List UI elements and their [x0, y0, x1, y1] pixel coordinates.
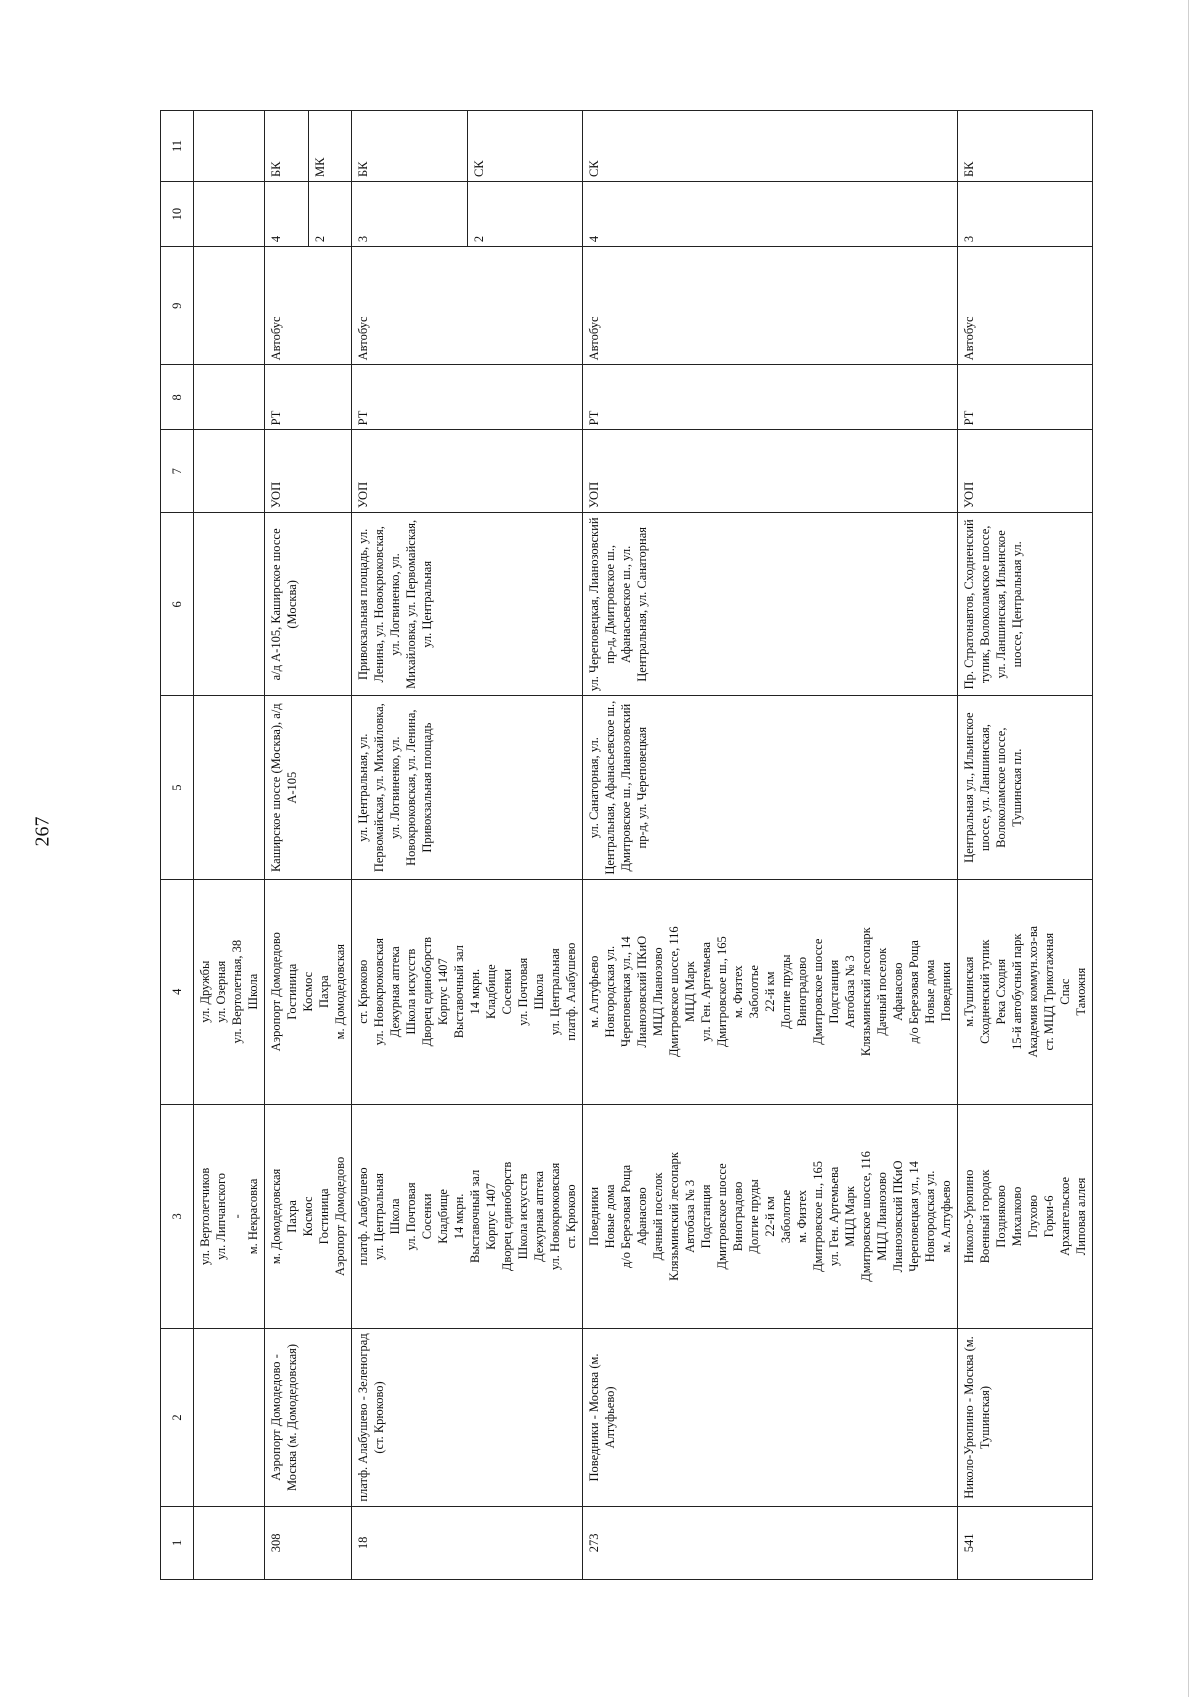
route-number: 18 — [352, 1506, 583, 1579]
streets-back: Пр. Стратонавтов, Сходненский тупик, Волоколамское шоссе, ул. Ланшинская, Ильинское шоссе, Центральная ул. — [958, 513, 1093, 696]
stop-name: Виноградово — [731, 1181, 745, 1252]
stop-name: Долгие пруды — [779, 954, 793, 1029]
stop-name: ул. Новокрюковская — [548, 1162, 562, 1271]
stop-name: Пахра — [317, 975, 331, 1008]
streets-back: а/д А-105, Каширское шоссе (Москва) — [265, 513, 352, 696]
stop-name: Школа — [388, 1198, 402, 1235]
stop-name: МЦД Лианозово — [651, 947, 665, 1037]
col-header: 9 — [161, 247, 194, 365]
vehicle-type: Автобус — [265, 247, 352, 365]
stop-name: МЦД Марк — [683, 961, 697, 1023]
continuation-row — [194, 111, 265, 1580]
stops-forward — [352, 1104, 583, 1329]
stop-name: Афанасово — [635, 1187, 649, 1246]
col-header: 8 — [161, 365, 194, 430]
scan-edge-line — [1188, 0, 1189, 1697]
stop-name: ул. Ген. Артемьева — [699, 941, 713, 1042]
vehicle-count: 4 — [265, 182, 309, 247]
col-header: 11 — [161, 111, 194, 182]
stop-name: Выставочный зал — [452, 945, 466, 1039]
stop-name: Корпус 1407 — [436, 958, 450, 1026]
route-row — [352, 111, 468, 1580]
stop-name: Дачный поселок — [875, 947, 889, 1036]
stop-name: Дежурная аптека — [388, 946, 402, 1038]
streets-forward: Центральная ул., Ильинское шоссе, ул. Ланшинская, Волоколамское шоссе, Тушинская пл. — [958, 696, 1093, 879]
stop-name: Афанасово — [891, 962, 905, 1021]
col-header: 10 — [161, 182, 194, 247]
stop-name: Дежурная аптека — [532, 1170, 546, 1262]
route-name: Аэропорт Домодедово - Москва (м. Домодедовская) — [265, 1329, 352, 1506]
continuation-stops-forward — [194, 1104, 265, 1329]
vehicle-type: Автобус — [583, 247, 958, 365]
page-number: 267 — [31, 816, 54, 847]
stop-name: м. Домодедовская — [269, 1168, 283, 1265]
stop-name: Дворец единоборств — [500, 1161, 514, 1272]
stop-name: Новгородская ул. — [603, 945, 617, 1038]
routes-table — [160, 110, 1093, 1580]
tariff: РТ — [352, 365, 583, 430]
stop-name: Подстанция — [827, 959, 841, 1024]
stop-name: Новые дома — [923, 959, 937, 1024]
stop-name: Аэропорт Домодедово — [333, 1156, 347, 1277]
stop-name: Школа искусств — [404, 948, 418, 1035]
stop-name: Дмитровское ш., 165 — [811, 1160, 825, 1272]
vehicle-class: БК — [958, 111, 1093, 182]
stops-back — [958, 879, 1093, 1104]
stop-name: м. Домодедовская — [333, 943, 347, 1040]
tariff: РТ — [583, 365, 958, 430]
stop-name: Космос — [301, 971, 315, 1012]
streets-forward: ул. Центральная, ул. Первомайская, ул. Михайловка, ул. Логвиненко, ул. Новокрюковская, ул. Ленина, Привокзальная площадь — [352, 696, 583, 879]
stop-name: ул. Новокрюковская — [372, 937, 386, 1046]
stop-name: Глухово — [1026, 1194, 1040, 1238]
stop-name: Подстанция — [699, 1184, 713, 1249]
stop-name: платф. Алабушево — [564, 942, 578, 1041]
stops-back — [265, 879, 352, 1104]
col-header: 5 — [161, 696, 194, 879]
stop-name: 14 мкрн. — [452, 1193, 466, 1240]
stop-name: МЦД Марк — [843, 1186, 857, 1247]
streets-forward: Каширское шоссе (Москва), а/д А-105 — [265, 696, 352, 879]
stop-name: д/о Березовая Роща — [907, 940, 921, 1044]
stops-back — [583, 879, 958, 1104]
stop-name: Новые дома — [603, 1184, 617, 1249]
route-name: платф. Алабушево - Зеленоград (ст. Крюково) — [352, 1329, 583, 1506]
stop-name: Череповецкая ул., 14 — [907, 1161, 921, 1272]
vehicle-count: 3 — [352, 182, 468, 247]
stop-name: Дмитровское шоссе — [811, 938, 825, 1045]
stop-name: ул. Почтовая — [516, 957, 530, 1026]
stop-name: Клязьминский лесопарк — [667, 1151, 681, 1281]
stop-name: Долгие пруды — [747, 1179, 761, 1254]
vehicle-class: БК — [265, 111, 309, 182]
stop-name: Автобаза № 3 — [683, 1179, 697, 1253]
stop-name: ул. Липчанского — [214, 1172, 228, 1260]
stop-name: м. Некрасовка — [246, 1178, 260, 1255]
stop-name: Дмитровское шоссе, 116 — [667, 926, 681, 1058]
stop-name: Сосенки — [420, 1193, 434, 1240]
stop-name: м. Физтех — [731, 965, 745, 1019]
stop-name: Николо-Урюпино — [962, 1169, 976, 1264]
stop-name: ул. Озерная — [214, 960, 228, 1023]
stop-name: Клязьминский лесопарк — [859, 927, 873, 1057]
stop-name: 22-й км — [763, 1196, 777, 1237]
stop-name: Дмитровское ш., 165 — [715, 936, 729, 1048]
stop-name: Пахра — [285, 1200, 299, 1233]
col-header: 4 — [161, 879, 194, 1104]
stop-name: ст. Крюково — [356, 959, 370, 1024]
stop-name: Заболотье — [747, 965, 761, 1019]
route-type: УОП — [583, 430, 958, 513]
streets-back: Привокзальная площадь, ул. Ленина, ул. Новокрюковская, ул. Логвиненко, ул. Михайловка, ул. Первомайская, ул. Центральная — [352, 513, 583, 696]
stop-name: Дмитровское шоссе — [715, 1163, 729, 1270]
stops-back — [352, 879, 583, 1104]
vehicle-class: МК — [308, 111, 352, 182]
stop-name: 22-й км — [763, 971, 777, 1012]
header-row — [161, 111, 194, 1580]
col-header: 2 — [161, 1329, 194, 1506]
vehicle-count: 2 — [467, 182, 583, 247]
vehicle-type: Автобус — [958, 247, 1093, 365]
route-name: Поведники - Москва (м. Алтуфьево) — [583, 1329, 958, 1506]
stops-forward — [265, 1104, 352, 1329]
stops-forward — [958, 1104, 1093, 1329]
rotated-table-container — [160, 110, 1088, 1580]
stop-name: Сосенки — [500, 968, 514, 1015]
stop-name: Архангельское — [1058, 1176, 1072, 1256]
stop-name: ул. Ген. Артемьева — [827, 1166, 841, 1267]
stop-name: Лианозовский ПКиО — [635, 935, 649, 1048]
stop-name: д/о Березовая Роща — [619, 1164, 633, 1269]
stop-name: Дмитровское шоссе, 116 — [859, 1151, 873, 1282]
stop-name: ул. Вертолетная, 38 — [230, 939, 244, 1044]
stop-name: Липовая аллея — [1074, 1177, 1088, 1256]
stop-name: Военный городок — [978, 1169, 992, 1264]
stop-name: м. Алтуфьево — [939, 1180, 953, 1253]
stop-name: ст. Крюково — [564, 1184, 578, 1249]
stop-name: Виноградово — [795, 956, 809, 1027]
stop-name: ул. Дружбы — [198, 960, 212, 1023]
col-header: 7 — [161, 430, 194, 513]
stop-name: Гостиница — [317, 1188, 331, 1245]
stop-name: ул. Вертолетчиков — [198, 1167, 212, 1266]
stop-name: Школа — [246, 973, 260, 1010]
route-number: 273 — [583, 1506, 958, 1579]
stop-name: Горки-6 — [1042, 1195, 1056, 1238]
stop-name: Поведники — [587, 1186, 601, 1246]
col-header: 3 — [161, 1104, 194, 1329]
stop-name: Река Сходня — [994, 958, 1008, 1025]
stop-name: Кладбище — [484, 964, 498, 1020]
col-header: 6 — [161, 513, 194, 696]
route-row — [958, 111, 1093, 1580]
streets-forward: ул. Санаторная, ул. Центральная, Афанасьевское ш., Дмитровское ш., Лианозовский пр-д, ул. Череповецкая — [583, 696, 958, 879]
vehicle-count: 2 — [308, 182, 352, 247]
vehicle-class: СК — [467, 111, 583, 182]
stop-name: Школа искусств — [516, 1173, 530, 1260]
stop-name: Михалково — [1010, 1186, 1024, 1247]
stop-name: Дачный поселок — [651, 1172, 665, 1261]
stop-name: Новгородская ул. — [923, 1170, 937, 1263]
route-name: Николо-Урюпино - Москва (м. Тушинская) — [958, 1329, 1093, 1506]
stop-name: Череповецкая ул., 14 — [619, 936, 633, 1047]
stop-name: Кладбище — [436, 1189, 450, 1244]
route-number: 308 — [265, 1506, 352, 1579]
continuation-stops-back — [194, 879, 265, 1104]
stops-forward — [583, 1104, 958, 1329]
vehicle-count: 4 — [583, 182, 958, 247]
stop-name: ул. Центральная — [372, 1172, 386, 1260]
stop-name: Сходненский тупик — [978, 939, 992, 1044]
stop-name: м. Физтех — [795, 1190, 809, 1243]
vehicle-type: Автобус — [352, 247, 583, 365]
stop-name: Спас — [1058, 978, 1072, 1005]
vehicle-class: СК — [583, 111, 958, 182]
col-header: 1 — [161, 1506, 194, 1579]
stop-name: Академия коммун.хоз-ва — [1026, 925, 1040, 1058]
stop-name: - — [230, 1214, 244, 1219]
stop-name: ст. МЦД Трикотажная — [1042, 932, 1056, 1051]
stop-name: Школа — [532, 973, 546, 1010]
stop-name: Корпус 1407 — [484, 1183, 498, 1250]
stop-name: Поздняково — [994, 1185, 1008, 1248]
tariff: РТ — [265, 365, 352, 430]
stop-name: Гостиница — [285, 963, 299, 1020]
route-type: УОП — [265, 430, 352, 513]
stop-name: Космос — [301, 1196, 315, 1237]
stop-name: м.Тушинская — [962, 956, 976, 1027]
stop-name: Аэропорт Домодедово — [269, 932, 283, 1052]
route-row — [265, 111, 309, 1580]
stop-name: ул. Центральная — [548, 948, 562, 1036]
streets-back: ул. Череповецкая, Лианозовский пр-д, Дмитровское ш., Афанасьевское ш., ул. Центральная, ул. Санаторная — [583, 513, 958, 696]
vehicle-count: 3 — [958, 182, 1093, 247]
stop-name: 14 мкрн. — [468, 968, 482, 1015]
route-row — [583, 111, 958, 1580]
stop-name: м. Алтуфьево — [587, 955, 601, 1028]
stop-name: МЦД Лианозово — [875, 1172, 889, 1261]
stop-name: Автобаза № 3 — [843, 955, 857, 1029]
stop-name: Таможня — [1074, 967, 1088, 1016]
route-number: 541 — [958, 1506, 1093, 1579]
stop-name: 15-й автобусный парк — [1010, 933, 1024, 1050]
stop-name: Лианозовский ПКиО — [891, 1160, 905, 1273]
stop-name: Заболотье — [779, 1189, 793, 1244]
stop-name: платф. Алабушево — [356, 1167, 370, 1266]
stop-name: Выставочный зал — [468, 1169, 482, 1264]
route-type: УОП — [352, 430, 583, 513]
stop-name: Поведники — [939, 962, 953, 1022]
stop-name: Дворец единоборств — [420, 937, 434, 1047]
vehicle-class: БК — [352, 111, 468, 182]
route-type: УОП — [958, 430, 1093, 513]
tariff: РТ — [958, 365, 1093, 430]
stop-name: ул. Почтовая — [404, 1182, 418, 1251]
